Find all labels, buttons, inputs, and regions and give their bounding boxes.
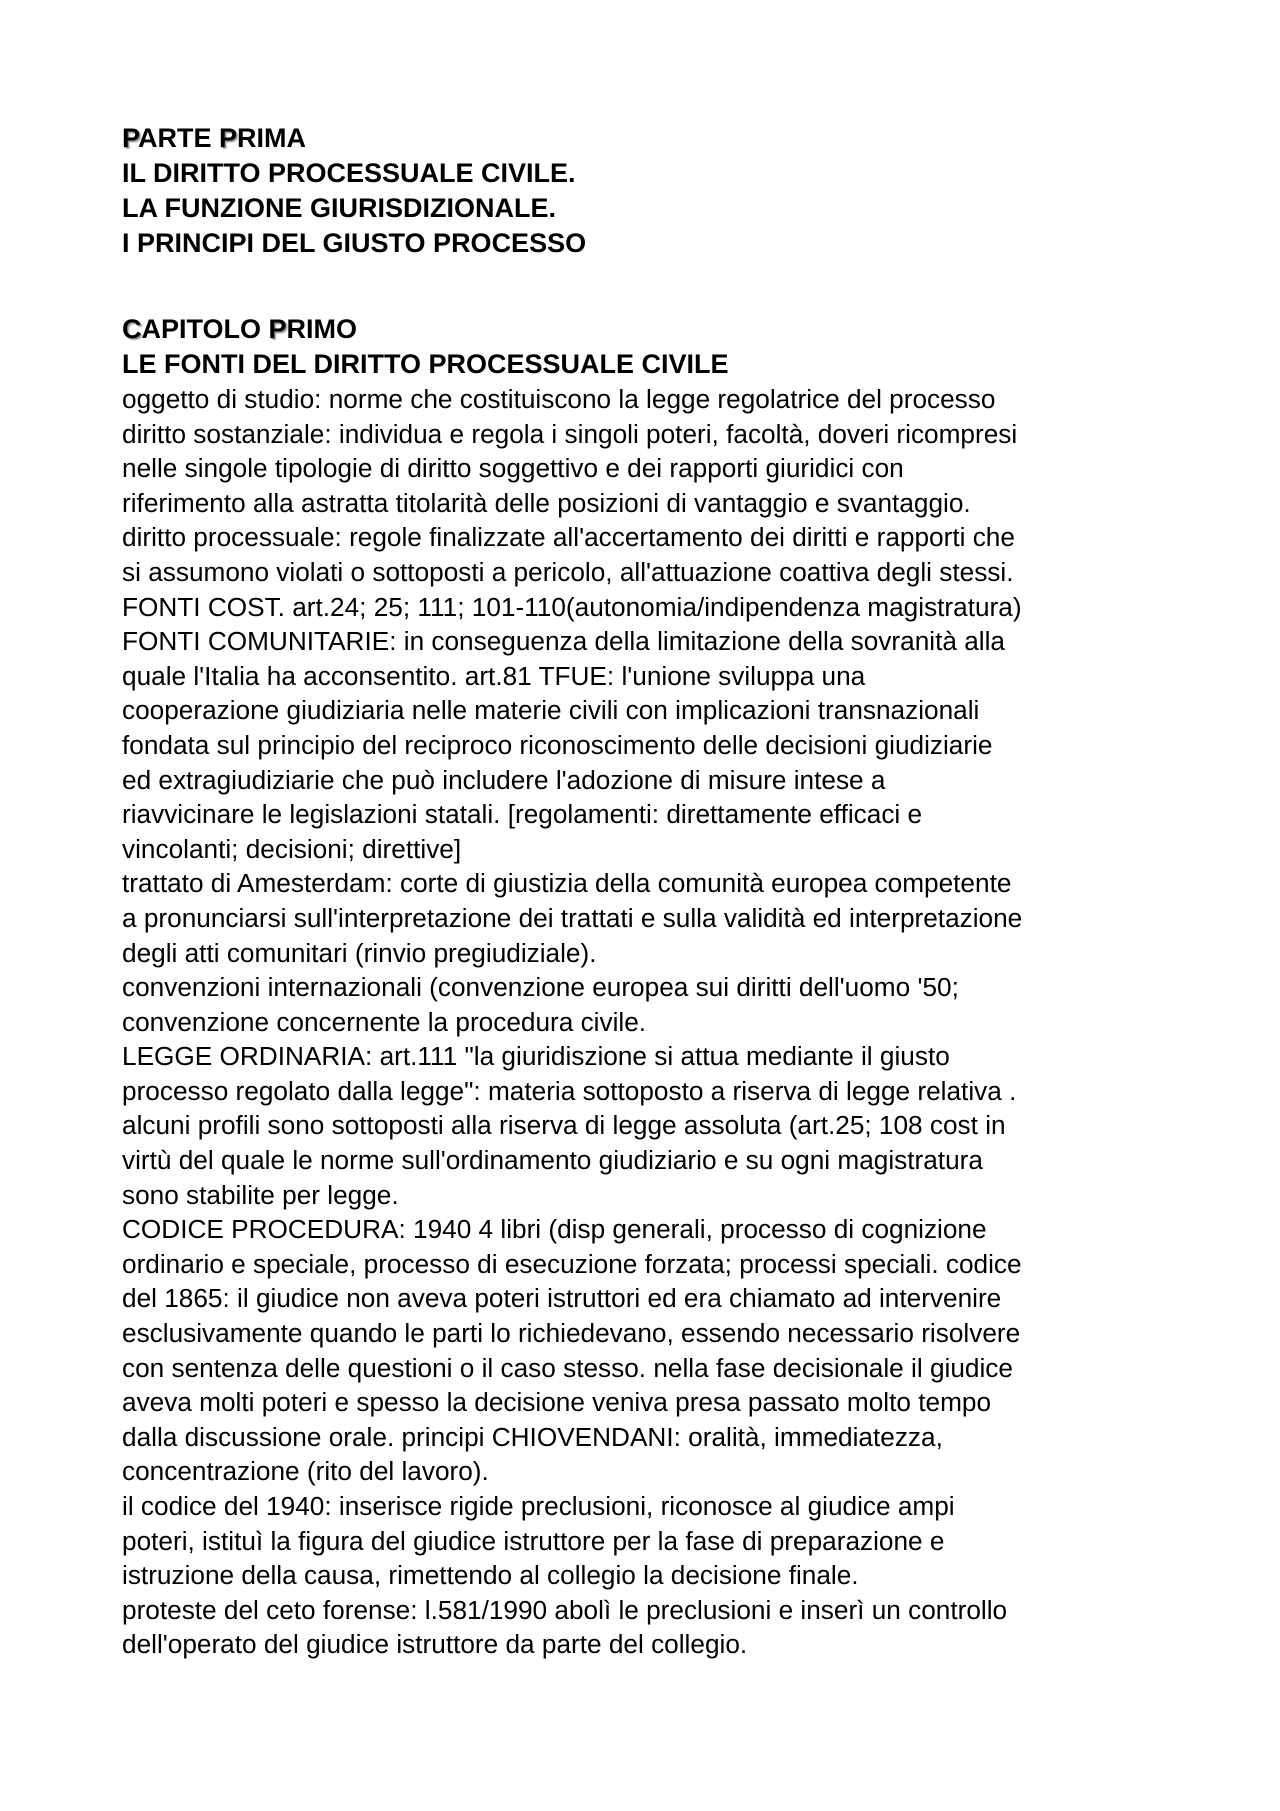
body-line: con sentenza delle questioni o il caso stesso. nella fase decisionale il giudice bbox=[122, 1352, 1013, 1383]
body-line: esclusivamente quando le parti lo richiedevano, essendo necessario risolvere bbox=[122, 1318, 1021, 1349]
body-line: CODICE PROCEDURA: 1940 4 libri (disp generali, processo di cognizione bbox=[122, 1214, 987, 1245]
part-title-line: LA FUNZIONE GIURISDIZIONALE. bbox=[122, 193, 556, 223]
part-label-rest-1: ARTE bbox=[138, 123, 220, 153]
body-line: virtù del quale le norme sull'ordinamento giudiziario e su ogni magistratura bbox=[122, 1145, 983, 1176]
body-line: FONTI COMUNITARIE: in conseguenza della limitazione della sovranità alla bbox=[122, 626, 1005, 657]
body-line: diritto sostanziale: individua e regola i singoli poteri, facoltà, doveri ricompresi bbox=[122, 418, 1018, 449]
body-line: riferimento alla astratta titolarità delle posizioni di vantaggio e svantaggio. bbox=[122, 487, 971, 518]
body-line: a pronunciarsi sull'interpretazione dei trattati e sulla validità ed interpretazione bbox=[122, 902, 1023, 933]
chapter-initial-1: C bbox=[122, 314, 142, 344]
body-line: poteri, istituì la figura del giudice istruttore per la fase di preparazione e bbox=[122, 1525, 945, 1556]
chapter-title: LE FONTI DEL DIRITTO PROCESSUALE CIVILE bbox=[122, 349, 729, 379]
body-line: del 1865: il giudice non aveva poteri istruttori ed era chiamato ad intervenire bbox=[122, 1283, 1002, 1314]
body-line: nelle singole tipologie di diritto soggettivo e dei rapporti giuridici con bbox=[122, 453, 904, 484]
part-initial-2: P bbox=[219, 123, 238, 153]
body-line: riavvicinare le legislazioni statali. [regolamenti: direttamente efficaci e bbox=[122, 799, 923, 830]
body-line: istruzione della causa, rimettendo al collegio la decisione finale. bbox=[122, 1560, 859, 1591]
body-line: diritto processuale: regole finalizzate all'accertamento dei diritti e rapporti che bbox=[122, 522, 1015, 553]
body-line: LEGGE ORDINARIA: art.111 "la giuridiszione si attua mediante il giusto bbox=[122, 1041, 950, 1072]
body-line: dell'operato del giudice istruttore da parte del collegio. bbox=[122, 1629, 748, 1660]
body-line: FONTI COST. art.24; 25; 111; 101-110(autonomia/indipendenza magistratura) bbox=[122, 591, 1022, 622]
chapter-label-rest-2: RIMO bbox=[286, 314, 358, 344]
body-line: quale l'Italia ha acconsentito. art.81 TFUE: l'unione sviluppa una bbox=[122, 660, 866, 691]
body-line: convenzioni internazionali (convenzione europea sui diritti dell'uomo '50; bbox=[122, 972, 959, 1003]
body-line: proteste del ceto forense: l.581/1990 abolì le preclusioni e inserì un controllo bbox=[122, 1594, 1008, 1625]
body-line: degli atti comunitari (rinvio pregiudiziale). bbox=[122, 937, 597, 968]
body-line: cooperazione giudiziaria nelle materie civili con implicazioni transnazionali bbox=[122, 695, 980, 726]
body-line: oggetto di studio: norme che costituiscono la legge regolatrice del processo bbox=[122, 384, 996, 414]
body-line: trattato di Amesterdam: corte di giustizia della comunità europea competente bbox=[122, 868, 1012, 899]
body-line: convenzione concernente la procedura civile. bbox=[122, 1006, 647, 1037]
document-page bbox=[122, 121, 1182, 1662]
body-line: concentrazione (rito del lavoro). bbox=[122, 1456, 489, 1487]
part-initial-1: P bbox=[122, 123, 139, 153]
body-line: dalla discussione orale. principi CHIOVENDANI: oralità, immediatezza, bbox=[122, 1421, 943, 1452]
body-line: alcuni profili sono sottoposti alla riserva di legge assoluta (art.25; 108 cost in bbox=[122, 1110, 1006, 1141]
body-line: ordinario e speciale, processo di esecuzione forzata; processi speciali. codice bbox=[122, 1248, 1022, 1279]
part-title-line: I PRINCIPI DEL GIUSTO PROCESSO bbox=[122, 228, 587, 258]
part-label-rest-2: RIMA bbox=[237, 123, 307, 153]
body-line: fondata sul principio del reciproco riconoscimento delle decisioni giudiziarie bbox=[122, 729, 993, 760]
chapter-initial-2: P bbox=[268, 314, 287, 344]
body-text bbox=[122, 382, 1182, 1662]
body-line: si assumono violati o sottoposti a pericolo, all'attuazione coattiva degli stessi. bbox=[122, 556, 1014, 587]
part-label bbox=[122, 121, 1182, 156]
body-line: aveva molti poteri e spesso la decisione veniva presa passato molto tempo bbox=[122, 1387, 992, 1418]
body-line: sono stabilite per legge. bbox=[122, 1179, 399, 1210]
part-title-line: IL DIRITTO PROCESSUALE CIVILE. bbox=[122, 158, 576, 188]
body-line: processo regolato dalla legge": materia sottoposto a riserva di legge relativa . bbox=[122, 1075, 1017, 1106]
chapter-label-rest-1: APITOLO bbox=[141, 314, 269, 344]
section-spacer bbox=[122, 261, 1182, 312]
body-line: vincolanti; decisioni; direttive] bbox=[122, 833, 462, 864]
body-line: ed extragiudiziarie che può includere l'adozione di misure intese a bbox=[122, 764, 886, 795]
chapter-label bbox=[122, 312, 1182, 347]
body-line: il codice del 1940: inserisce rigide preclusioni, riconosce al giudice ampi bbox=[122, 1491, 955, 1521]
